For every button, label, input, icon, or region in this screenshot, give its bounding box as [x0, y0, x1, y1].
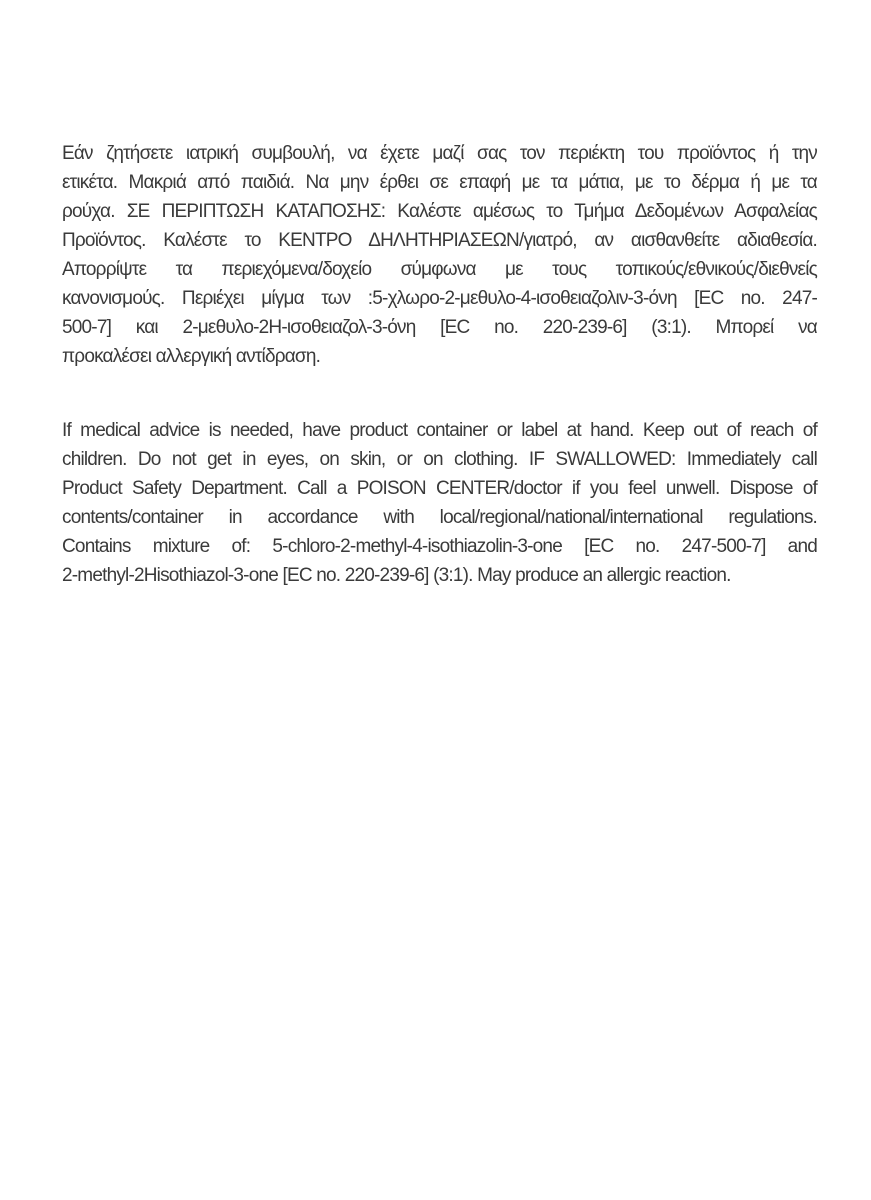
text-line: children. Do not get in eyes, on skin, or on clothing. IF SWALLOWED: Immediately call: [62, 449, 817, 470]
text-line: ετικέτα. Μακριά από παιδιά. Να μην έρθει σε επαφή με τα μάτια, με το δέρμα ή με τα: [62, 172, 817, 193]
text-line: If medical advice is needed, have product container or label at hand. Keep out of reach of: [62, 420, 817, 441]
text-line: Απορρίψτε τα περιεχόμενα/δοχείο σύμφωνα με τους τοπικούς/εθνικούς/διεθνείς: [62, 259, 817, 280]
text-line: Product Safety Department. Call a POISON CENTER/doctor if you feel unwell. Dispose of: [62, 478, 817, 499]
text-line: Contains mixture of: 5-chloro-2-methyl-4-isothiazolin-3-one [EC no. 247-500-7] and: [62, 536, 817, 557]
text-line: προκαλέσει αλλεργική αντίδραση.: [62, 346, 321, 367]
english-safety-paragraph: [62, 416, 817, 590]
text-line: ρούχα. ΣΕ ΠΕΡΙΠΤΩΣΗ ΚΑΤΑΠΟΣΗΣ: Καλέστε αμέσως το Τμήμα Δεδομένων Ασφαλείας: [62, 201, 817, 222]
text-line: κανονισμούς. Περιέχει μίγμα των :5-χλωρο-2-μεθυλο-4-ισοθειαζολιν-3-όνη [EC no. 247-: [62, 288, 817, 309]
greek-safety-paragraph: [62, 139, 817, 371]
text-line: 2-methyl-2Hisothiazol-3-one [EC no. 220-239-6] (3:1). May produce an allergic reaction.: [62, 565, 731, 586]
text-line: contents/container in accordance with local/regional/national/international regulations.: [62, 507, 817, 528]
text-line: Προϊόντος. Καλέστε το ΚΕΝΤΡΟ ΔΗΛΗΤΗΡΙΑΣΕΩΝ/γιατρό, αν αισθανθείτε αδιαθεσία.: [62, 230, 817, 251]
text-line: 500-7] και 2-μεθυλο-2H-ισοθειαζολ-3-όνη [EC no. 220-239-6] (3:1). Μπορεί να: [62, 317, 817, 338]
text-line: Εάν ζητήσετε ιατρική συμβουλή, να έχετε μαζί σας τον περιέκτη του προϊόντος ή την: [62, 143, 817, 164]
